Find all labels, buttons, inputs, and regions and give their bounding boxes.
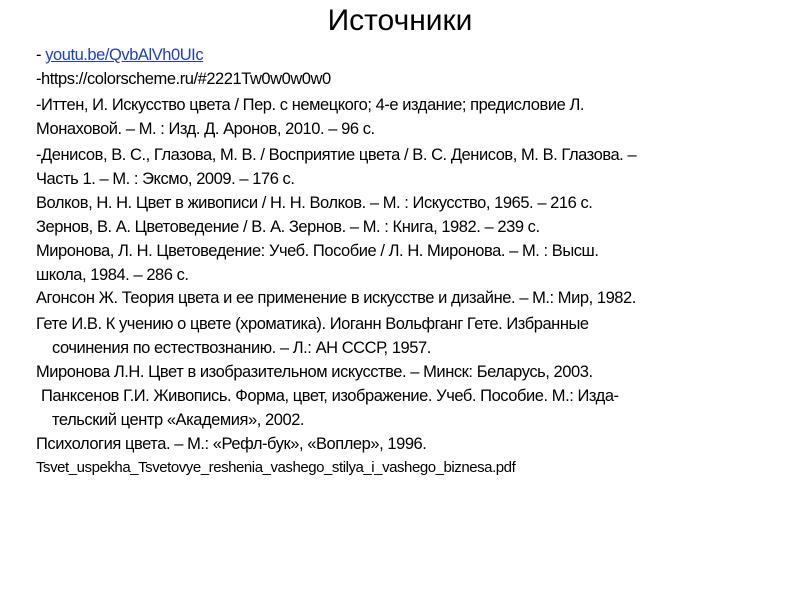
source-line: тельский центр «Академия», 2002.	[52, 411, 305, 429]
source-line: школа, 1984. – 286 с.	[36, 266, 189, 284]
source-line: Волков, Н. Н. Цвет в живописи / Н. Н. Волков. – М. : Искусство, 1965. – 216 с.	[36, 194, 593, 212]
source-line: -https://colorscheme.ru/#2221Tw0w0w0w0	[36, 70, 331, 88]
source-line: Психология цвета. – М.: «Рефл-бук», «Воплер», 1996.	[36, 435, 427, 453]
source-line: Гете И.В. К учению о цвете (хроматика). Иоганн Вольфганг Гете. Избранные	[36, 315, 589, 333]
source-line: Миронова Л.Н. Цвет в изобразительном искусстве. – Минск: Беларусь, 2003.	[36, 363, 593, 381]
source-line: сочинения по естествознанию. – Л.: АН СССР, 1957.	[52, 339, 431, 357]
source-line: Миронова, Л. Н. Цветоведение: Учеб. Пособие / Л. Н. Миронова. – М. : Высш.	[36, 242, 599, 260]
source-line	[36, 45, 203, 65]
source-line: -Денисов, В. С., Глазова, М. В. / Восприятие цвета / В. С. Денисов, М. В. Глазова. –	[36, 146, 637, 164]
source-line: -Иттен, И. Искусство цвета / Пер. с немецкого; 4-е издание; предисловие Л.	[36, 96, 584, 114]
source-line: Панксенов Г.И. Живопись. Форма, цвет, изображение. Учеб. Пособие. М.: Изда-	[41, 387, 619, 405]
source-line: Часть 1. – М. : Эксмо, 2009. – 176 с.	[36, 170, 295, 188]
slide-title: Источники	[327, 4, 473, 37]
source-line: Зернов, В. А. Цветоведение / В. А. Зернов. – М. : Книга, 1982. – 239 с.	[36, 218, 540, 236]
source-line: Агонсон Ж. Теория цвета и ее применение в искусстве и дизайне. – М.: Мир, 1982.	[36, 289, 636, 307]
list-dash: -	[36, 46, 46, 64]
source-line: Tsvet_uspekha_Tsvetovye_reshenia_vashego_stilya_i_vashego_biznesa.pdf	[36, 459, 516, 476]
source-line: Монаховой. – М. : Изд. Д. Аронов, 2010. – 96 с.	[36, 120, 375, 138]
youtube-link[interactable]: youtu.be/QvbAlVh0UIc	[45, 46, 204, 64]
